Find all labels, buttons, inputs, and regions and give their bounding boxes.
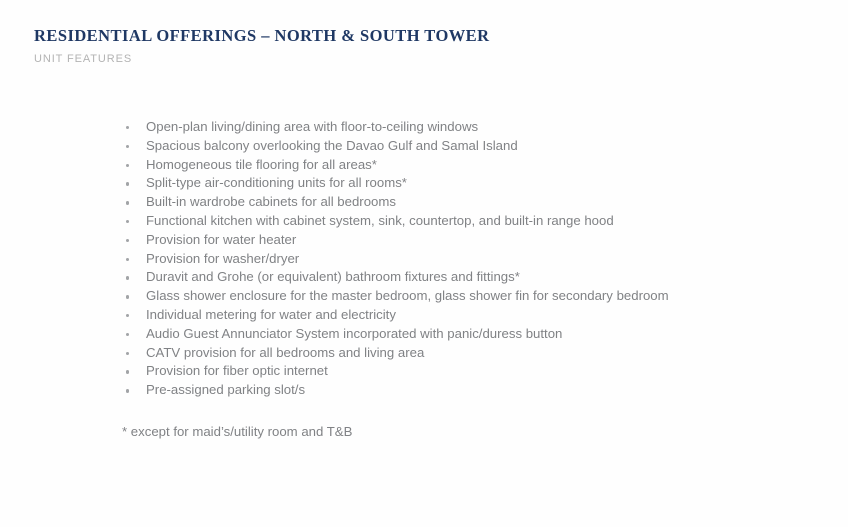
list-item xyxy=(122,250,822,269)
bullet-icon xyxy=(126,145,129,148)
bullet-icon xyxy=(126,258,129,261)
bullet-icon xyxy=(126,182,129,185)
bullet-icon xyxy=(126,201,129,204)
list-item-label: Built-in wardrobe cabinets for all bedrooms xyxy=(146,194,396,210)
list-item-label: Pre-assigned parking slot/s xyxy=(146,382,306,398)
list-item-label: Provision for fiber optic internet xyxy=(146,363,328,379)
bullet-icon xyxy=(126,164,129,167)
list-item xyxy=(122,212,822,231)
list-item xyxy=(122,193,822,212)
list-item-label: Functional kitchen with cabinet system, sink, countertop, and built-in range hood xyxy=(146,212,614,228)
list-item xyxy=(122,156,822,175)
list-item-label: Spacious balcony overlooking the Davao Gulf and Samal Island xyxy=(146,137,518,153)
list-item xyxy=(122,137,822,156)
list-item-label: Glass shower enclosure for the master bedroom, glass shower fin for secondary bedroom xyxy=(146,288,669,304)
list-item-label: Individual metering for water and electricity xyxy=(146,306,396,322)
list-item-label: Duravit and Grohe (or equivalent) bathroom fixtures and fittings* xyxy=(146,269,520,285)
list-item xyxy=(122,231,822,250)
list-item xyxy=(122,306,822,325)
list-item-label: Open-plan living/dining area with floor-to-ceiling windows xyxy=(146,119,479,134)
footnote: * except for maid’s/utility room and T&B xyxy=(122,424,353,439)
page-title: RESIDENTIAL OFFERINGS – NORTH & SOUTH TOWER xyxy=(34,26,490,45)
bullet-icon xyxy=(126,389,129,392)
list-item-label: CATV provision for all bedrooms and living area xyxy=(146,344,425,360)
list-item-label: Provision for water heater xyxy=(146,231,297,247)
list-item-label: Homogeneous tile flooring for all areas* xyxy=(146,156,377,172)
bullet-icon xyxy=(126,333,129,336)
list-item xyxy=(122,268,822,287)
bullet-icon xyxy=(126,239,129,242)
bullet-icon xyxy=(126,314,129,317)
list-item xyxy=(122,362,822,381)
bullet-icon xyxy=(126,126,129,129)
unit-features-list xyxy=(122,118,822,400)
list-item xyxy=(122,118,822,137)
bullet-icon xyxy=(126,220,129,223)
bullet-icon xyxy=(126,352,129,355)
list-item xyxy=(122,287,822,306)
list-item xyxy=(122,344,822,363)
list-item xyxy=(122,174,822,193)
list-item-label: Audio Guest Annunciator System incorporated with panic/duress button xyxy=(146,325,563,341)
page-subtitle: UNIT FEATURES xyxy=(34,52,133,65)
list-item xyxy=(122,381,822,400)
list-item-label: Split-type air-conditioning units for all rooms* xyxy=(146,175,407,191)
bullet-icon xyxy=(126,370,129,373)
bullet-icon xyxy=(126,295,129,298)
list-item xyxy=(122,325,822,344)
bullet-icon xyxy=(126,276,129,279)
slide-header xyxy=(34,26,794,65)
list-item-label: Provision for washer/dryer xyxy=(146,250,300,266)
